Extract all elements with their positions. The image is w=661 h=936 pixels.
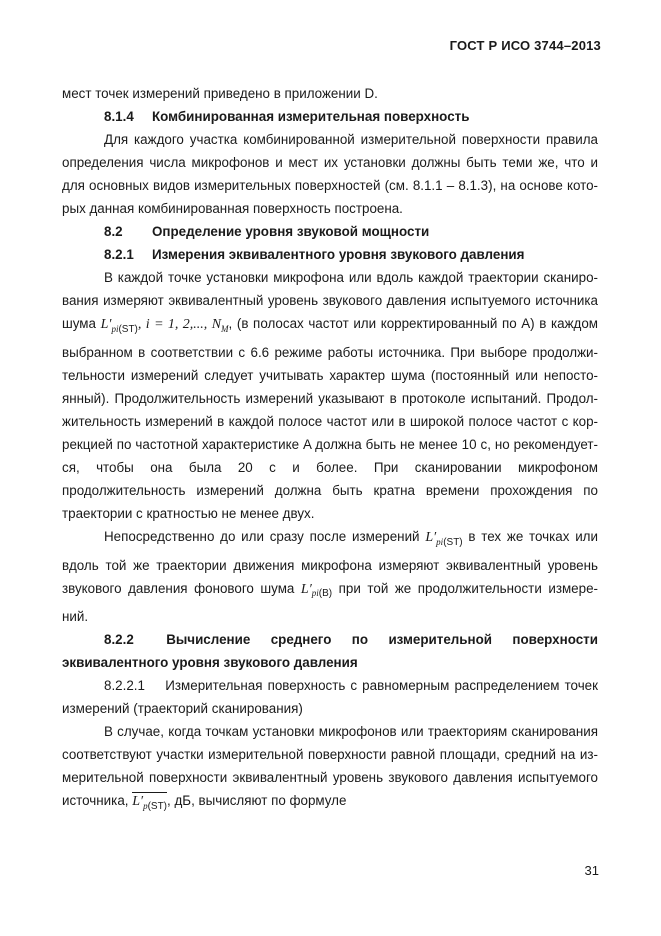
section-number: 8.1.4 <box>104 109 134 124</box>
formula-symbol: L′ <box>100 317 112 332</box>
formula-subscript-st: (ST) <box>147 801 168 813</box>
paragraph-average-level <box>62 720 598 818</box>
document-header: ГОСТ Р ИСО 3744–2013 <box>449 38 601 53</box>
formula-index-subscript: M <box>221 323 229 334</box>
section-title: Определение уровня звуковой мощности <box>152 224 430 239</box>
paragraph-background-noise <box>62 525 598 629</box>
paragraph-measurement <box>62 266 598 525</box>
section-8-2-heading <box>62 220 598 243</box>
section-number: 8.2.2 <box>104 632 134 648</box>
page-body <box>62 82 598 818</box>
section-title: Комбинированная измерительная поверхность <box>152 109 470 124</box>
section-number: 8.2.1 <box>104 247 134 262</box>
formula-subscript: pi <box>111 323 119 334</box>
formula-symbol: L′ <box>300 581 312 597</box>
formula-subscript-b: (B) <box>318 588 333 600</box>
paragraph-text: , (в полосах частот или корректированный по A) в каждом выбранном в соответствии с 6.6 режиме работы источника. При выборе продолжи-тельности измерений следует учитывать характер шума (постоянный или непосто-янный). Продолжительность измерений указывают в протоколе испытаний. Продол-жительность измерений в каждой полосе частот или в широкой полосе частот с кор-рекцией по частотной характеристике A должна быть не менее 10 с, но рекомендует-ся, чтобы она была 20 с и более. При сканировании микрофоном продолжительность измерений должна быть кратна времени прохождения по траектории с кратностью не менее двух. <box>62 316 598 521</box>
heading-word: измерительной <box>388 632 493 648</box>
formula-subscript-st: (ST) <box>118 323 138 335</box>
section-8-2-2-heading-line1 <box>62 628 598 651</box>
paragraph-text: Измерительная поверхность с равномерным распределением точек измерений (траекторий сканирования) <box>62 678 598 717</box>
paragraph-combined-surface: Для каждого участка комбинированной измерительной поверхности правила определения числа микрофонов и мест их установки должны быть теми же, что и для основных видов измерительных поверхностей (см. 8.1.1 – 8.1.3), на основе кото-рых данная комбинированная поверхность построена. <box>62 132 598 216</box>
section-8-2-1-heading <box>62 243 598 266</box>
section-title: Измерения эквивалентного уровня звукового давления <box>152 247 525 262</box>
formula-lpi-st <box>425 529 463 548</box>
formula-lpi-st <box>100 317 229 335</box>
paragraph-text: , дБ, вычисляют по формуле <box>167 793 347 809</box>
section-8-2-2-heading-line2: эквивалентного уровня звукового давления <box>62 655 358 671</box>
section-number: 8.2.2.1 <box>104 678 145 694</box>
heading-word: среднего <box>270 632 332 648</box>
heading-word: по <box>351 632 369 648</box>
formula-subscript: pi <box>436 536 444 547</box>
paragraph-text: В случае, когда точкам установки микрофонов или траекториям сканирования соответствуют участки измерительной поверхности равной площади, средний на из-мерительной поверхности эквивалентный уровень звукового давления испытуемого источника, <box>62 724 598 809</box>
formula-symbol: L′ <box>132 794 144 810</box>
heading-word: Вычисление <box>166 632 251 648</box>
formula-mean-lp-st <box>132 792 168 813</box>
page-number: 31 <box>584 863 599 878</box>
section-number: 8.2 <box>104 224 123 239</box>
paragraph-continuation: мест точек измерений приведено в приложении D. <box>62 86 378 101</box>
paragraph-text: Непосредственно до или сразу после измерений <box>104 528 420 544</box>
paragraph-text: при той же продолжительности измере-ний. <box>62 580 598 625</box>
formula-subscript-st: (ST) <box>443 536 463 548</box>
paragraph-text: В каждой точке установки микрофона или вдоль каждой траектории сканиро-вания измеряют эквивалентный уровень звукового давления испытуемого источника шума <box>62 270 598 331</box>
section-8-1-4-heading <box>62 105 598 128</box>
section-8-2-2-1-paragraph <box>62 674 598 720</box>
formula-symbol: L′ <box>425 529 437 545</box>
paragraph-text: в тех же точках или вдоль той же траектории движения микрофона измеряют эквивалентный уровень звукового давления фонового шума <box>62 528 598 596</box>
formula-lpi-b <box>300 581 333 600</box>
heading-word: поверхности <box>512 632 598 648</box>
formula-index-range: , i = 1, 2,..., N <box>137 317 222 332</box>
formula-subscript: p <box>143 801 148 812</box>
formula-subscript: pi <box>311 588 319 599</box>
